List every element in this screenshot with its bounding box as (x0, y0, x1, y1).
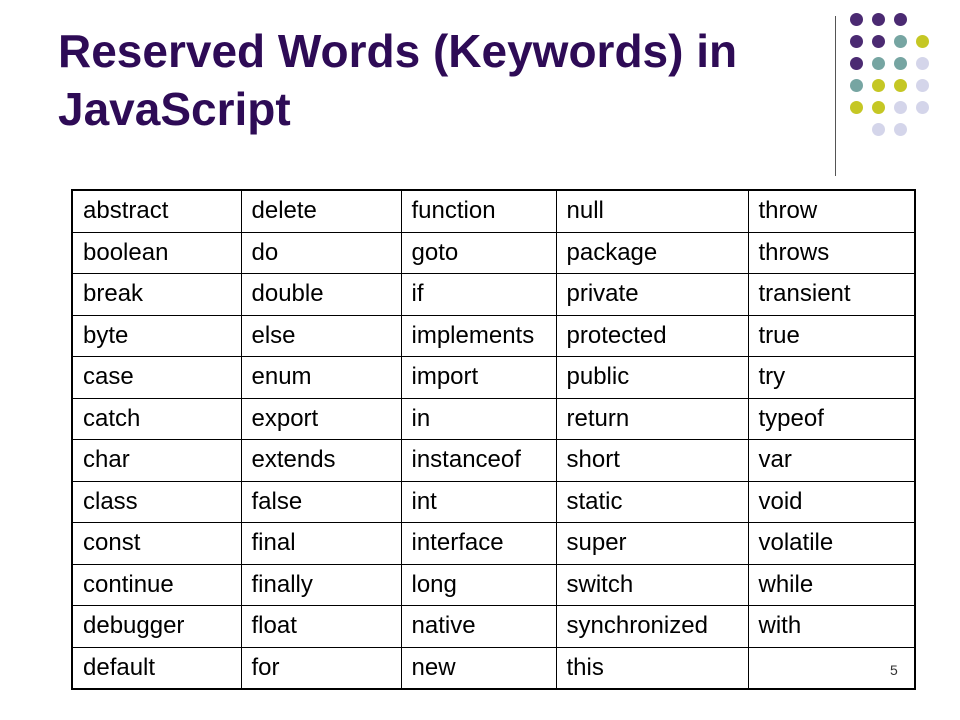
keyword-cell: debugger (72, 606, 241, 648)
keyword-cell: protected (556, 315, 748, 357)
decorative-dot-grid (850, 13, 950, 163)
decorative-dot (872, 101, 885, 114)
keyword-cell: private (556, 274, 748, 316)
table-row (72, 481, 915, 523)
decorative-dot (872, 79, 885, 92)
decorative-dot (894, 57, 907, 70)
keyword-cell: double (241, 274, 401, 316)
decorative-dot (916, 57, 929, 70)
keyword-cell: volatile (748, 523, 915, 565)
table-row (72, 232, 915, 274)
keyword-cell: throw (748, 190, 915, 232)
keywords-table-body (72, 190, 915, 689)
keyword-cell: public (556, 357, 748, 399)
keyword-cell: short (556, 440, 748, 482)
keyword-cell: implements (401, 315, 556, 357)
keyword-cell: case (72, 357, 241, 399)
keyword-cell: default (72, 647, 241, 689)
keyword-cell: enum (241, 357, 401, 399)
keyword-cell: super (556, 523, 748, 565)
keyword-cell: typeof (748, 398, 915, 440)
keywords-table (71, 189, 916, 690)
decorative-dot (894, 13, 907, 26)
table-row (72, 647, 915, 689)
table-row (72, 523, 915, 565)
keyword-cell: else (241, 315, 401, 357)
decorative-dot (894, 101, 907, 114)
keyword-cell: long (401, 564, 556, 606)
keyword-cell: extends (241, 440, 401, 482)
decorative-dot (850, 101, 863, 114)
decorative-dot (916, 101, 929, 114)
table-row (72, 274, 915, 316)
keyword-cell: class (72, 481, 241, 523)
decorative-dot (916, 35, 929, 48)
keyword-cell: final (241, 523, 401, 565)
keyword-cell: byte (72, 315, 241, 357)
table-row (72, 357, 915, 399)
decorative-dot (872, 57, 885, 70)
decorative-dot (894, 35, 907, 48)
keyword-cell: package (556, 232, 748, 274)
keyword-cell: static (556, 481, 748, 523)
keyword-cell: const (72, 523, 241, 565)
keyword-cell: function (401, 190, 556, 232)
keyword-cell: boolean (72, 232, 241, 274)
keyword-cell: true (748, 315, 915, 357)
keyword-cell: interface (401, 523, 556, 565)
keyword-cell: in (401, 398, 556, 440)
keyword-cell: native (401, 606, 556, 648)
keyword-cell: for (241, 647, 401, 689)
table-row (72, 606, 915, 648)
title-divider (835, 16, 836, 176)
keyword-cell: switch (556, 564, 748, 606)
decorative-dot (850, 13, 863, 26)
table-row (72, 398, 915, 440)
slide-title: Reserved Words (Keywords) in JavaScript (58, 25, 738, 135)
decorative-dot (894, 123, 907, 136)
keyword-cell: finally (241, 564, 401, 606)
keyword-cell: new (401, 647, 556, 689)
decorative-dot (894, 79, 907, 92)
keyword-cell: catch (72, 398, 241, 440)
table-row (72, 190, 915, 232)
keyword-cell: var (748, 440, 915, 482)
decorative-dot (850, 79, 863, 92)
keyword-cell: import (401, 357, 556, 399)
keyword-cell: while (748, 564, 915, 606)
keyword-cell: goto (401, 232, 556, 274)
keyword-cell: float (241, 606, 401, 648)
keyword-cell: if (401, 274, 556, 316)
decorative-dot (850, 35, 863, 48)
keyword-cell: char (72, 440, 241, 482)
table-row (72, 564, 915, 606)
keyword-cell: do (241, 232, 401, 274)
keyword-cell: try (748, 357, 915, 399)
keyword-cell: synchronized (556, 606, 748, 648)
decorative-dot (872, 123, 885, 136)
keyword-cell: false (241, 481, 401, 523)
keyword-cell: abstract (72, 190, 241, 232)
decorative-dot (850, 57, 863, 70)
table-row (72, 440, 915, 482)
keyword-cell: null (556, 190, 748, 232)
keyword-cell: this (556, 647, 748, 689)
keyword-cell: throws (748, 232, 915, 274)
page-number: 5 (890, 662, 898, 678)
table-row (72, 315, 915, 357)
keyword-cell: void (748, 481, 915, 523)
decorative-dot (872, 13, 885, 26)
keyword-cell: transient (748, 274, 915, 316)
keyword-cell: with (748, 606, 915, 648)
keyword-cell: instanceof (401, 440, 556, 482)
decorative-dot (916, 79, 929, 92)
keyword-cell: break (72, 274, 241, 316)
keyword-cell: return (556, 398, 748, 440)
decorative-dot (872, 35, 885, 48)
keyword-cell: int (401, 481, 556, 523)
keyword-cell: continue (72, 564, 241, 606)
keyword-cell: export (241, 398, 401, 440)
keyword-cell: delete (241, 190, 401, 232)
